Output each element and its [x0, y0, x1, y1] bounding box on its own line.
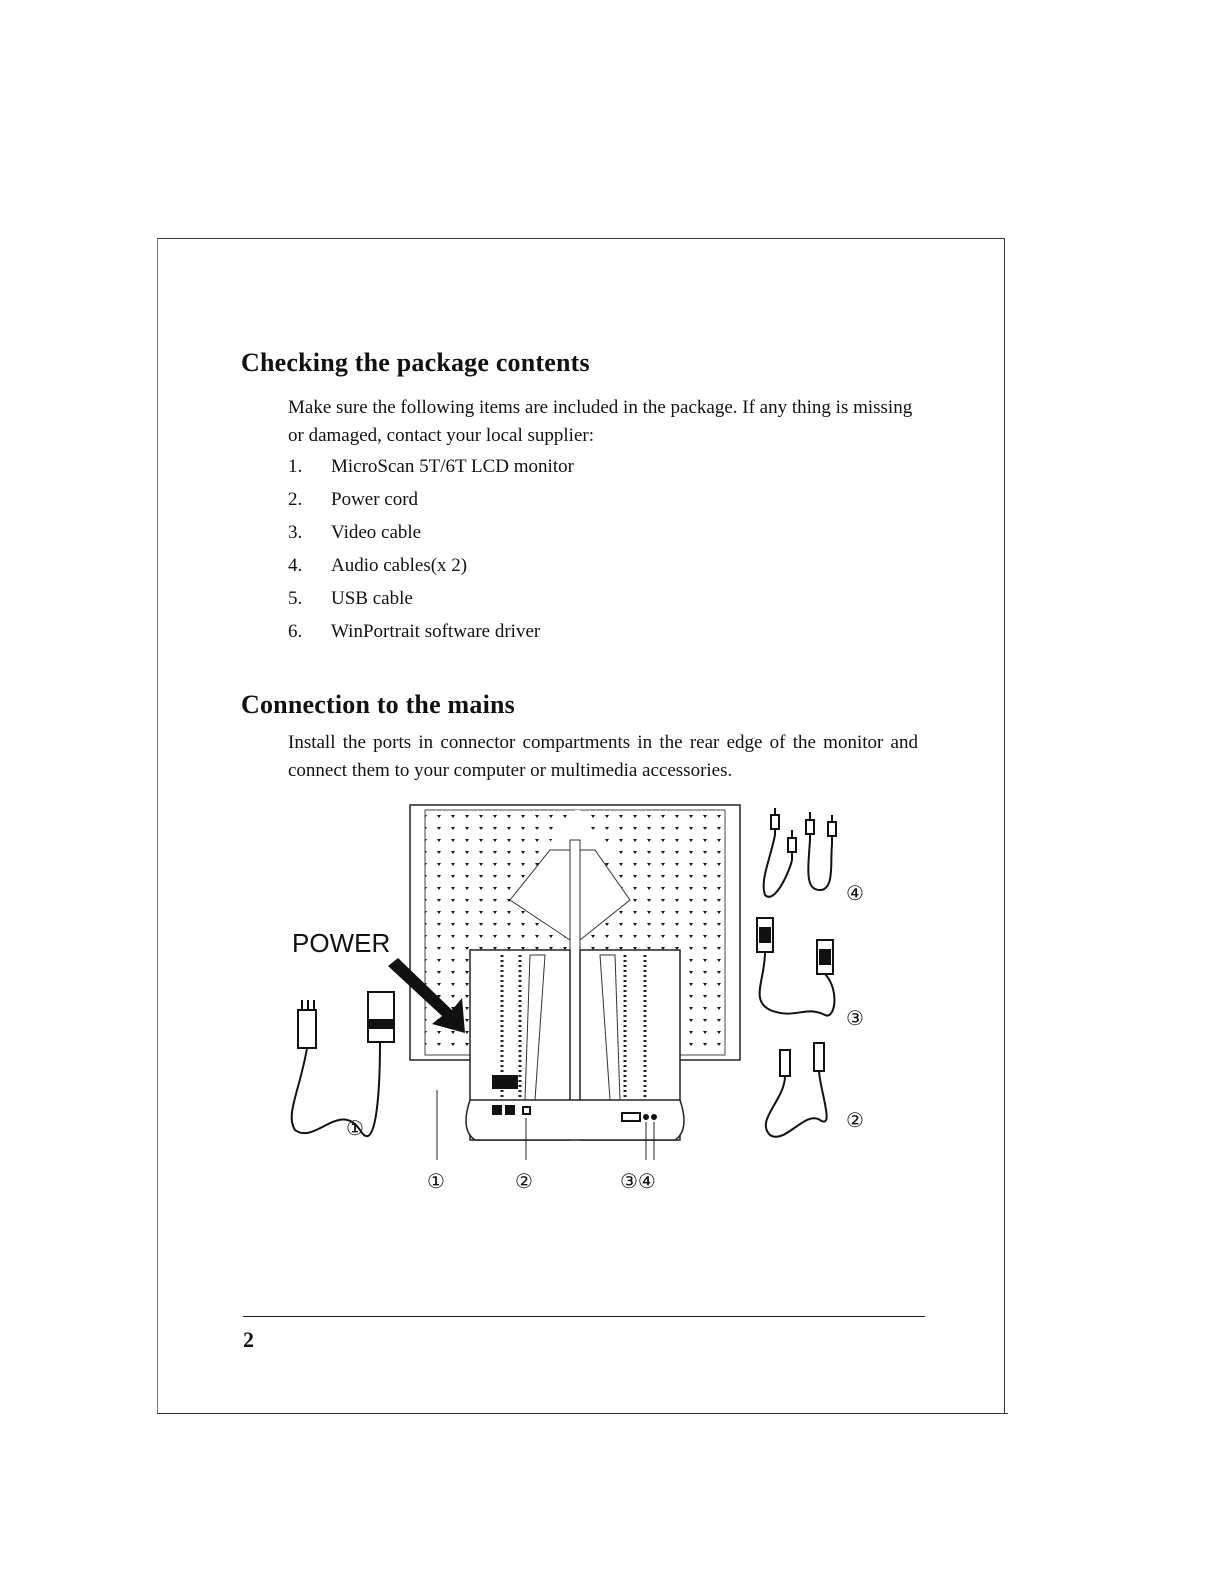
monitor-rear-connection-diagram — [280, 800, 900, 1200]
callout-port-video-audio: ③④ — [620, 1169, 656, 1193]
page-frame-bottom — [157, 1413, 1008, 1414]
list-item: 5. USB cable — [288, 588, 413, 609]
audio-cables-icon — [764, 808, 836, 897]
list-item: 2. Power cord — [288, 489, 419, 510]
monitor-rear-image — [410, 805, 740, 1160]
page-frame-top — [157, 238, 1005, 239]
package-contents-intro: Make sure the following items are included in the package. If any thing is missing or damaged, contact your local supplier: — [288, 397, 913, 446]
heading-package-contents: Checking the package contents — [241, 348, 590, 377]
list-item: 3. Video cable — [288, 522, 422, 543]
page-frame-right — [1004, 238, 1005, 1414]
heading-connection-mains: Connection to the mains — [241, 690, 515, 719]
power-cord-icon — [292, 992, 394, 1136]
connection-intro: Install the ports in connector compartments in the rear edge of the monitor and connect them to your computer or multimedia accessories. — [288, 732, 918, 781]
video-cable-icon — [757, 918, 834, 1016]
page-number: 2 — [243, 1327, 254, 1352]
list-item: 6. WinPortrait software driver — [288, 621, 541, 642]
callout-port-usb: ② — [515, 1169, 533, 1193]
callout-video-cable: ③ — [846, 1006, 864, 1030]
power-label: POWER — [292, 928, 391, 958]
callout-audio-cables: ④ — [846, 881, 864, 905]
callout-port-power: ① — [427, 1169, 445, 1193]
callout-usb-cable: ② — [846, 1108, 864, 1132]
usb-cable-icon — [766, 1043, 827, 1137]
list-item: 1. MicroScan 5T/6T LCD monitor — [288, 456, 574, 477]
page-frame-left — [157, 238, 158, 1414]
footer-rule — [243, 1316, 925, 1317]
list-item: 4. Audio cables(x 2) — [288, 555, 468, 576]
package-items-list — [288, 452, 574, 650]
callout-power-cord: ① — [346, 1116, 364, 1140]
